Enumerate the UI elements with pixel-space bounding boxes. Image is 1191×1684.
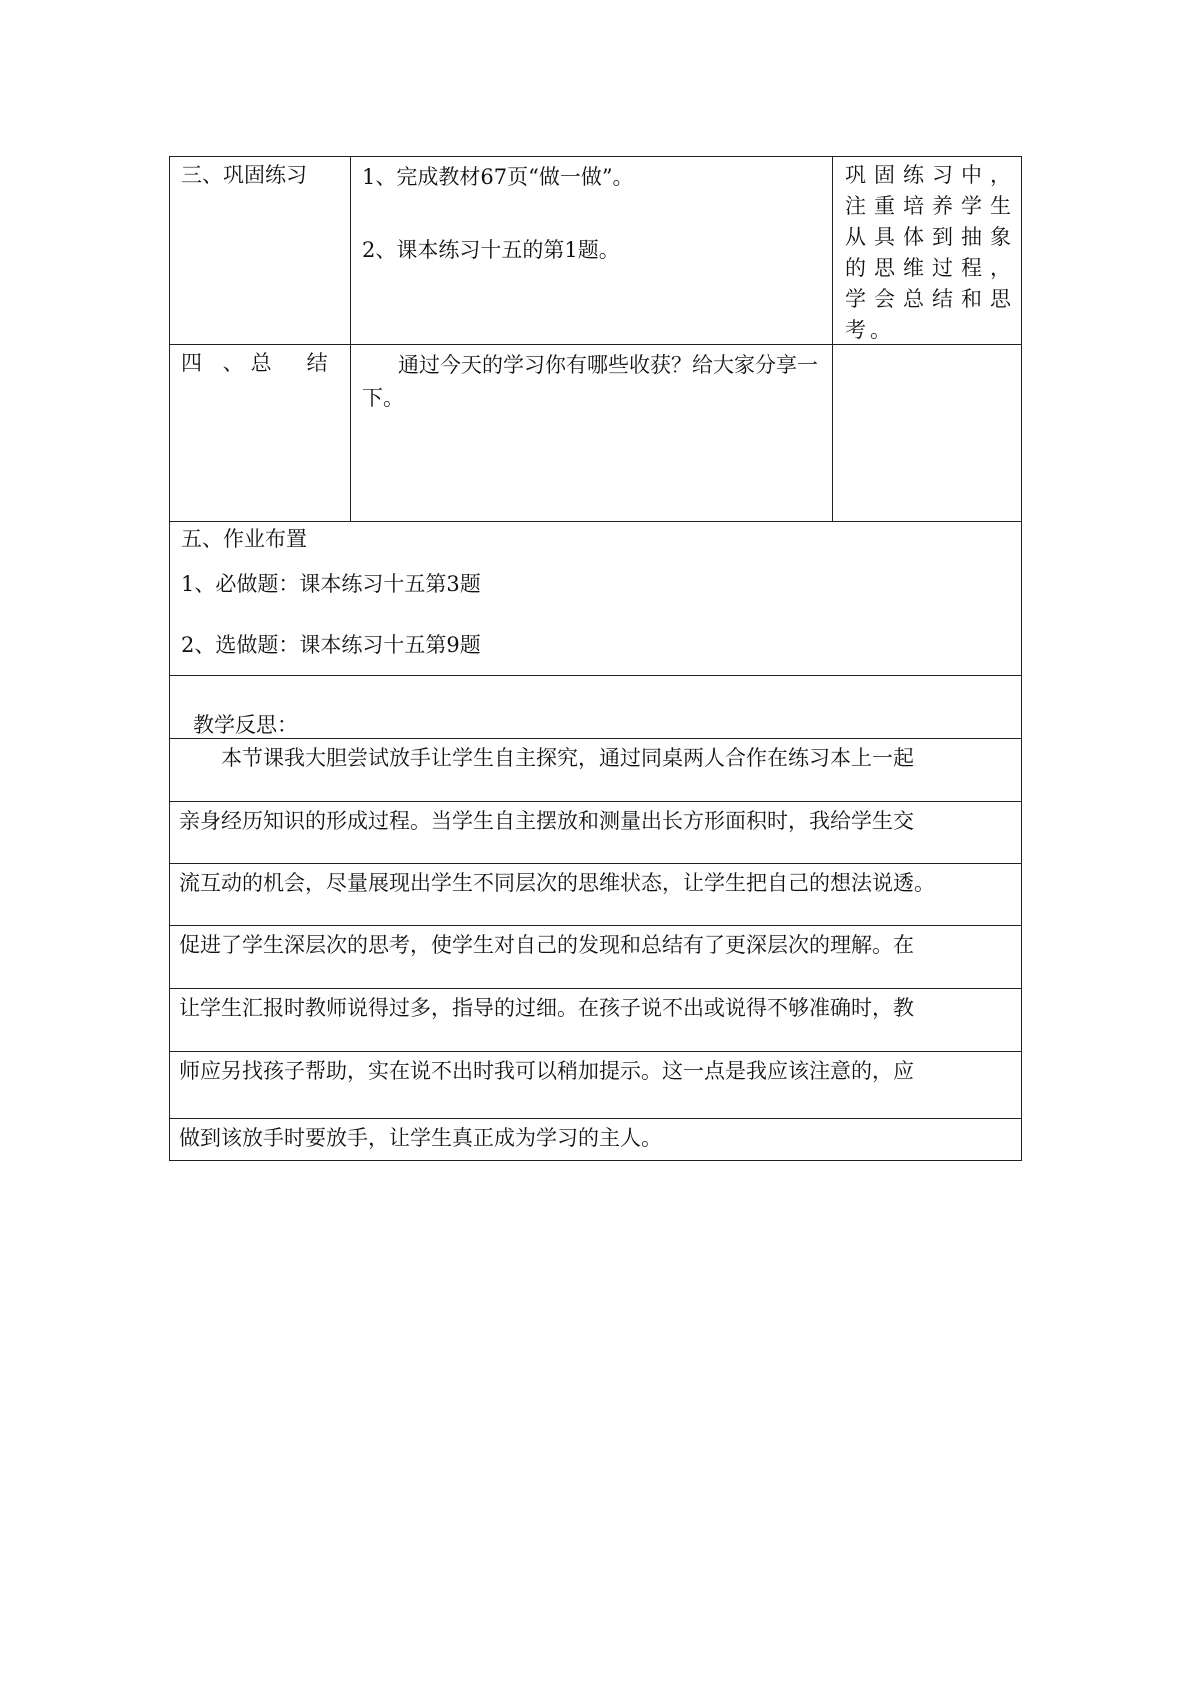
table-border-top bbox=[169, 156, 1022, 157]
consolidation-item: 2、课本练习十五的第1题。 bbox=[362, 238, 620, 262]
reflection-line: 促进了学生深层次的思考，使学生对自己的发现和总结有了更深层次的理解。在 bbox=[179, 933, 914, 957]
consolidation-item: 1、完成教材67页“做一做”。 bbox=[362, 165, 634, 189]
row-divider bbox=[169, 1051, 1022, 1052]
row-divider bbox=[169, 988, 1022, 989]
table-border-right bbox=[1021, 156, 1022, 1161]
column-divider-1 bbox=[350, 156, 351, 522]
summary-section-label: 四 、总 结 bbox=[181, 351, 335, 375]
consolidation-note: 巩固练习中，注重培养学生从具体到抽象的思维过程，学会总结和思考。 bbox=[845, 163, 1015, 342]
table-border-bottom bbox=[169, 1160, 1022, 1161]
reflection-line: 让学生汇报时教师说得过多，指导的过细。在孩子说不出或说得不够准确时，教 bbox=[179, 996, 914, 1020]
row-divider bbox=[169, 925, 1022, 926]
reflection-heading: 教学反思： bbox=[193, 713, 298, 737]
row-divider bbox=[169, 675, 1022, 676]
row-divider bbox=[169, 1118, 1022, 1119]
homework-section-label: 五、作业布置 bbox=[181, 527, 307, 551]
summary-prompt: 通过今天的学习你有哪些收获？给大家分享一下。 bbox=[362, 353, 818, 410]
reflection-line: 做到该放手时要放手，让学生真正成为学习的主人。 bbox=[179, 1126, 662, 1150]
column-divider-2 bbox=[832, 156, 833, 522]
row-divider bbox=[169, 863, 1022, 864]
table-border-left bbox=[169, 156, 170, 1161]
row-divider bbox=[169, 521, 1022, 522]
homework-item: 2、选做题：课本练习十五第9题 bbox=[181, 633, 481, 657]
reflection-line: 流互动的机会，尽量展现出学生不同层次的思维状态，让学生把自己的想法说透。 bbox=[179, 871, 935, 895]
homework-item: 1、必做题：课本练习十五第3题 bbox=[181, 572, 481, 596]
consolidation-section-label: 三、巩固练习 bbox=[181, 163, 307, 187]
reflection-line: 本节课我大胆尝试放手让学生自主探究，通过同桌两人合作在练习本上一起 bbox=[179, 746, 914, 770]
reflection-line: 师应另找孩子帮助，实在说不出时我可以稍加提示。这一点是我应该注意的，应 bbox=[179, 1059, 914, 1083]
reflection-line: 亲身经历知识的形成过程。当学生自主摆放和测量出长方形面积时，我给学生交 bbox=[179, 809, 914, 833]
row-divider bbox=[169, 801, 1022, 802]
